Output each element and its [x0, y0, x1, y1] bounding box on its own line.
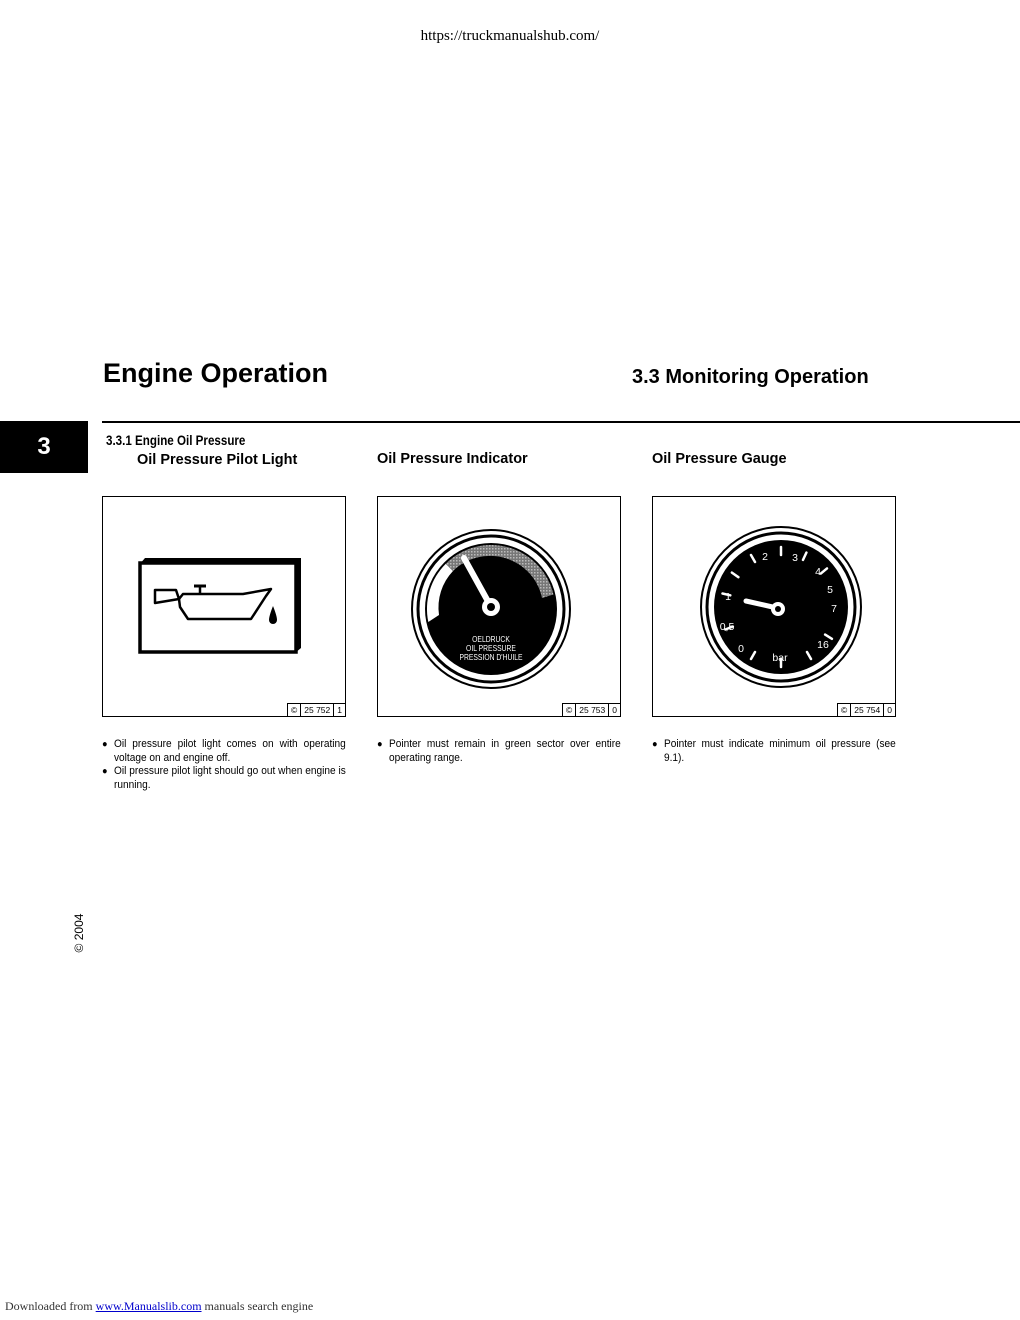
dial-text-fr: PRESSION D'HUILE: [459, 652, 523, 663]
gauge-label-4: 4: [815, 566, 821, 578]
figure-pilot-light: [102, 496, 346, 717]
gauge-unit: bar: [772, 652, 788, 664]
gauge-label-1: 1: [725, 591, 731, 603]
title-rule: [102, 421, 1020, 423]
figure-reference: © 25 752 1: [287, 703, 345, 716]
gauge-label-16: 16: [817, 639, 829, 651]
heading-pressure-indicator: Oil Pressure Indicator: [377, 451, 528, 467]
header-url: https://truckmanualshub.com/: [420, 28, 600, 44]
oil-can-icon: [103, 497, 345, 716]
dial-text-de: OELDRUCK: [472, 634, 510, 645]
oil-pressure-indicator-icon: [378, 497, 620, 716]
list-item: ● Pointer must indicate minimum oil pressure (see 9.1).: [652, 738, 896, 764]
section-title: 3.3 Monitoring Operation: [632, 366, 869, 388]
list-item: ● Oil pressure pilot light comes on with operating voltage on and engine off.: [102, 738, 346, 764]
chapter-tab: 3: [0, 421, 88, 473]
heading-pilot-light: Oil Pressure Pilot Light: [137, 452, 298, 468]
footer-suffix: manuals search engine: [201, 1299, 314, 1313]
bullets-pilot-light: [102, 738, 346, 792]
dial-text-en: OIL PRESSURE: [466, 643, 516, 654]
gauge-label-5: 5: [827, 584, 833, 596]
gauge-label-3: 3: [792, 552, 798, 564]
list-item: ● Oil pressure pilot light should go out when engine is running.: [102, 765, 346, 791]
footer-prefix: Downloaded from: [5, 1299, 96, 1313]
bullets-pressure-gauge: [652, 738, 896, 765]
manualslib-link[interactable]: www.Manualslib.com: [95, 1299, 202, 1313]
list-item: ● Pointer must remain in green sector over entire operating range.: [377, 738, 621, 764]
bullets-pressure-indicator: [377, 738, 621, 765]
page-title: Engine Operation: [103, 358, 329, 388]
figure-reference: © 25 754 0: [837, 703, 895, 716]
oil-pressure-gauge-icon: [653, 497, 895, 716]
figure-pressure-indicator: [377, 496, 621, 717]
figure-pressure-gauge: [652, 496, 896, 717]
footer: [5, 1299, 313, 1314]
gauge-label-0-5: 0,5: [719, 621, 735, 633]
gauge-label-0: 0: [738, 643, 744, 655]
figure-reference: © 25 753 0: [562, 703, 620, 716]
gauge-label-2: 2: [762, 551, 768, 563]
heading-pressure-gauge: Oil Pressure Gauge: [652, 451, 787, 467]
gauge-label-7: 7: [831, 603, 837, 615]
copyright-notice: © 2004: [72, 913, 86, 953]
subsection-heading: 3.3.1 Engine Oil Pressure: [106, 433, 246, 448]
